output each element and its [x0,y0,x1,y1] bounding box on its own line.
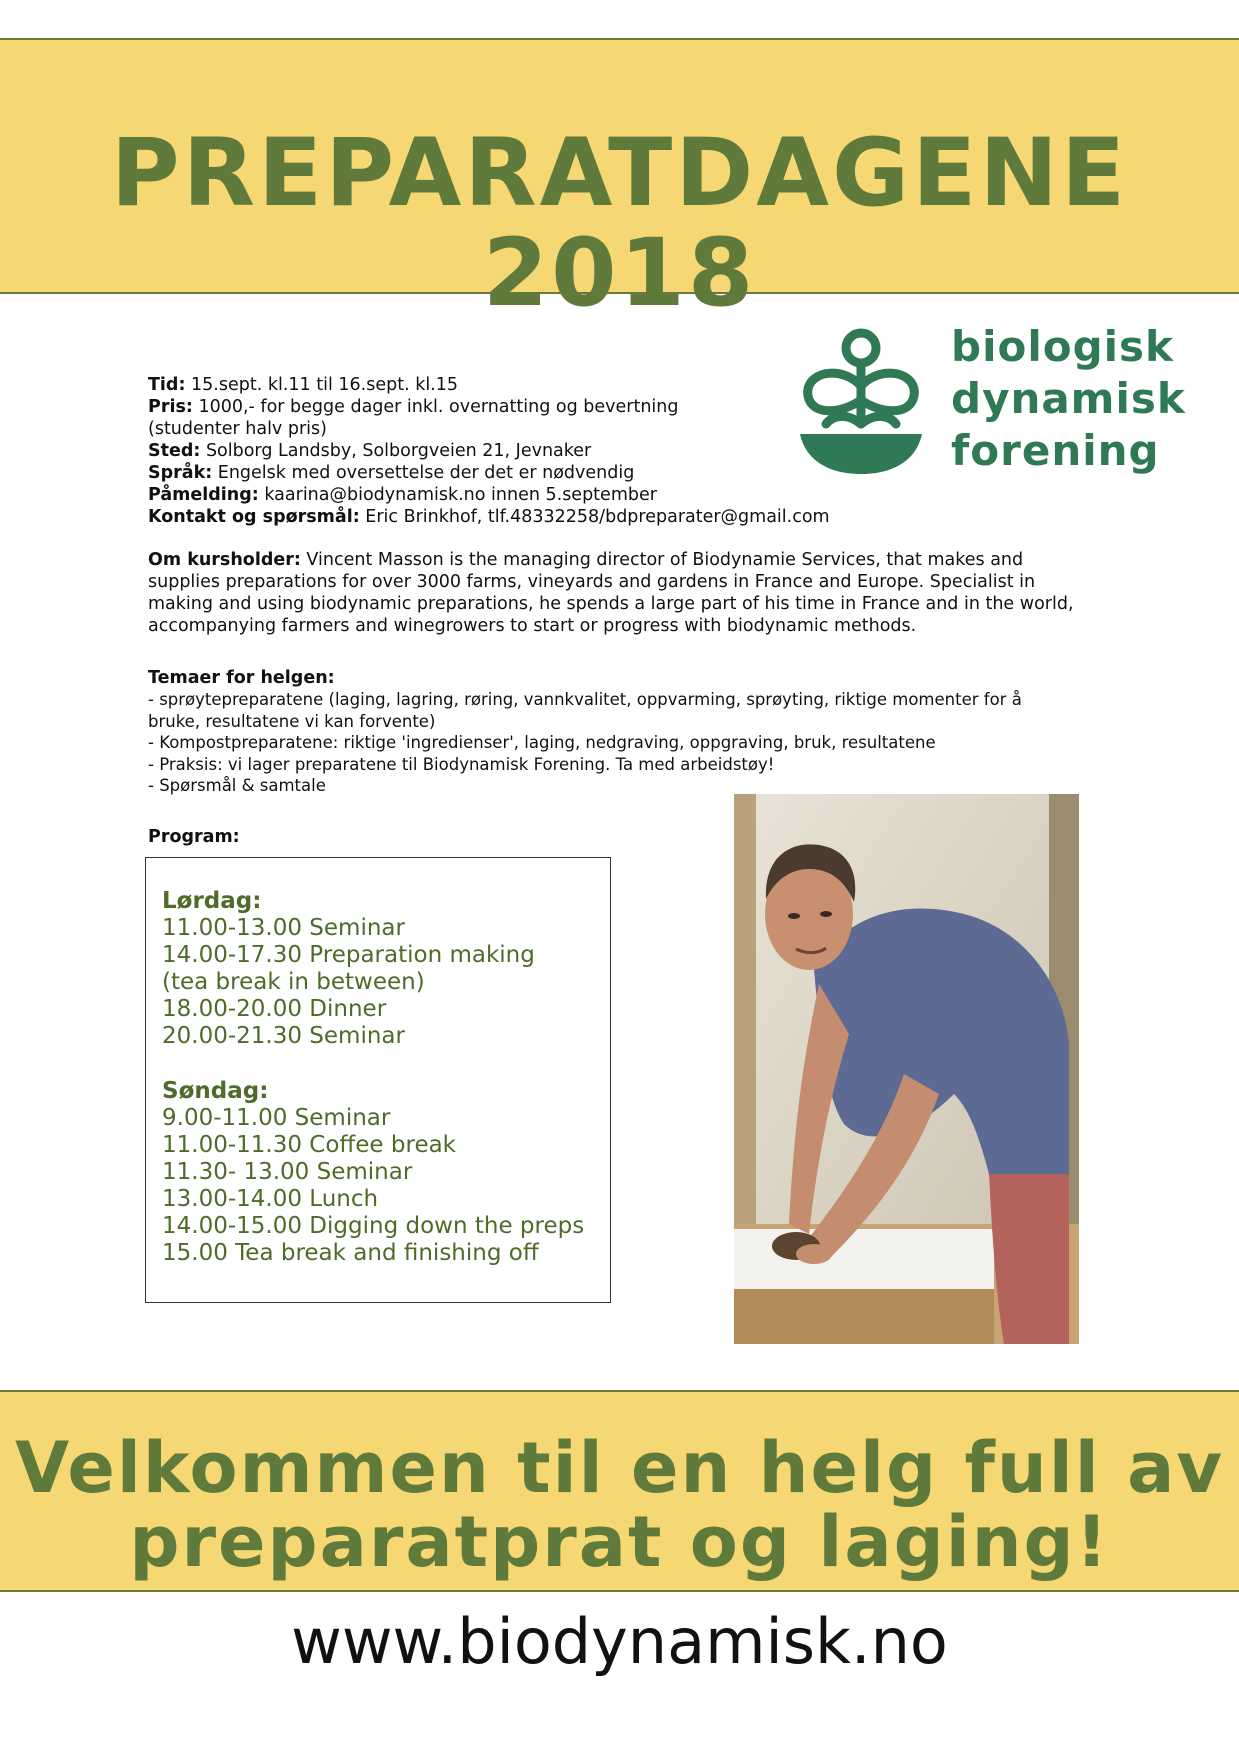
list-item: - sprøytepreparatene (laging, lagring, røring, vannkvalitet, oppvarming, sprøyting, riktige momenter for å [148,690,1022,709]
schedule-item: 11.00-11.30 Coffee break [162,1132,457,1158]
event-info [148,374,1088,528]
program-label: Program: [148,827,240,847]
info-time: Tid: 15.sept. kl.11 til 16.sept. kl.15 [148,375,459,395]
list-item: bruke, resultatene vi kan forvente) [148,711,436,731]
themes-heading: Temaer for helgen: [148,668,335,688]
welcome-line: Velkommen til en helg full av [15,1427,1224,1509]
program-schedule [162,888,584,1267]
sunday-heading: Søndag: [162,1078,269,1104]
schedule-item: 11.00-13.00 Seminar [162,915,405,941]
schedule-item: 14.00-15.00 Digging down the preps [162,1213,585,1239]
instructor-photo [734,794,1079,1344]
schedule-item: (tea break in between) [162,969,425,995]
page-title: PREPARATDAGENE 2018 [110,119,1129,328]
info-price-note: (studenter halv pris) [148,419,327,439]
saturday-heading: Lørdag: [162,888,262,914]
logo-text-line: forening [951,426,1160,475]
info-place: Sted: Solborg Landsby, Solborgveien 21, Jevnaker [148,441,592,461]
schedule-item: 14.00-17.30 Preparation making [162,942,535,968]
welcome-line: preparatprat og laging! [129,1501,1110,1583]
website-link[interactable]: www.biodynamisk.no [291,1605,948,1678]
info-language: Språk: Engelsk med oversettelse der det er nødvendig [148,463,635,483]
about-instructor: Om kursholder: Vincent Masson is the managing director of Biodynamie Services, that makes and supplies preparations for over 3000 farms, vineyards and gardens in France and Europe. Specialist in making and using biodynamic preparations, he spends a large part of his time in France and in the world, accompanying farmers and winegrowers to start or progress with biodynamic methods. [148,550,1074,636]
info-price: Pris: 1000,- for begge dager inkl. overnatting og bevertning [148,397,679,417]
schedule-item: 18.00-20.00 Dinner [162,996,387,1022]
list-item: - Kompostpreparatene: riktige 'ingredienser', laging, nedgraving, oppgraving, bruk, resultatene [148,733,936,752]
info-contact: Kontakt og spørsmål: Eric Brinkhof, tlf.48332258/bdpreparater@gmail.com [148,507,830,527]
schedule-item: 15.00 Tea break and finishing off [162,1240,539,1266]
list-item: - Praksis: vi lager preparatene til Biodynamisk Forening. Ta med arbeidstøy! [148,754,775,774]
schedule-item: 20.00-21.30 Seminar [162,1023,405,1049]
info-registration: Påmelding: kaarina@biodynamisk.no innen 5.september [148,485,657,505]
schedule-item: 11.30- 13.00 Seminar [162,1159,413,1185]
list-item: - Spørsmål & samtale [148,776,326,795]
logo-text-line: dynamisk [951,374,1186,423]
themes-list [148,689,1088,797]
schedule-item: 13.00-14.00 Lunch [162,1186,379,1212]
logo-text-line: biologisk [951,322,1174,371]
schedule-item: 9.00-11.00 Seminar [162,1105,391,1131]
